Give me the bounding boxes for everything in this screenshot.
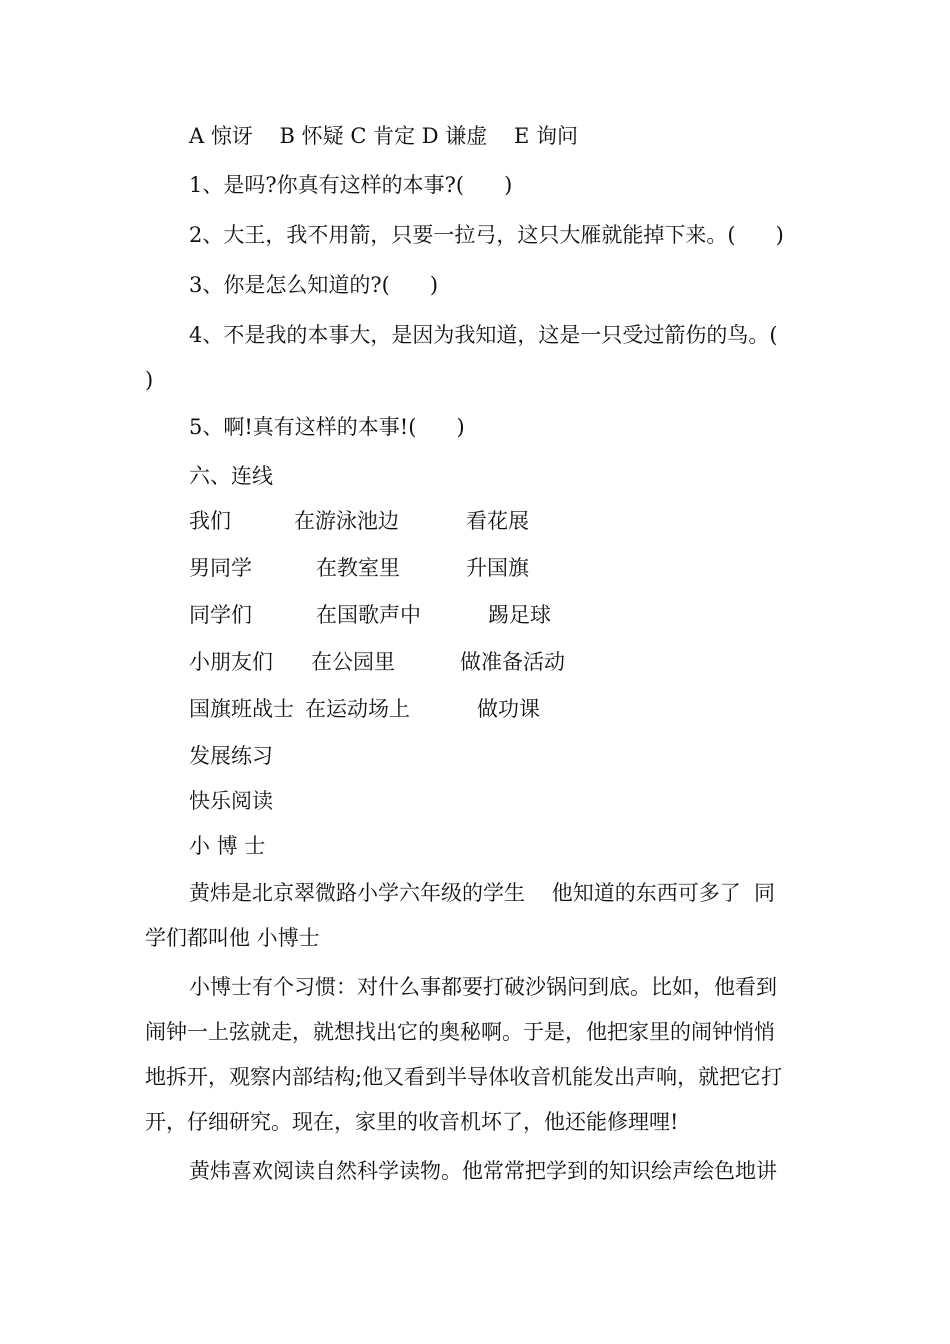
match-mid-3: 在国歌声中 — [316, 603, 421, 627]
paragraph-1-line-2: 学们都叫他 小博士 — [145, 926, 320, 950]
section-title: 六、连线 — [189, 464, 273, 488]
match-right-4: 做准备活动 — [460, 650, 565, 674]
paragraph-2-line-2: 闹钟一上弦就走，就想找出它的奥秘啊。于是，他把家里的闹钟悄悄 — [145, 1020, 775, 1044]
question-5: 5、啊!真有这样的本事!( ) — [189, 415, 465, 439]
match-left-1: 我们 — [189, 509, 231, 533]
paragraph-3-line-1: 黄炜喜欢阅读自然科学读物。他常常把学到的知识绘声绘色地讲 — [189, 1159, 777, 1183]
match-left-3: 同学们 — [189, 603, 252, 627]
question-1: 1、是吗?你真有这样的本事?( ) — [189, 173, 513, 197]
match-right-3: 踢足球 — [488, 603, 551, 627]
match-left-4: 小朋友们 — [189, 650, 273, 674]
question-2: 2、大王，我不用箭，只要一拉弓，这只大雁就能掉下来。( ) — [189, 223, 784, 247]
question-4: 4、不是我的本事大，是因为我知道，这是一只受过箭伤的鸟。( — [189, 323, 778, 347]
paragraph-1-line-1: 黄炜是北京翠微路小学六年级的学生 他知道的东西可多了 同 — [189, 881, 776, 905]
match-mid-4: 在公园里 — [311, 650, 395, 674]
heading-practice: 发展练习 — [189, 744, 273, 768]
paragraph-2-line-4: 开，仔细研究。现在，家里的收音机坏了，他还能修理哩! — [145, 1110, 679, 1134]
question-4-continuation: ) — [145, 368, 154, 392]
match-mid-1: 在游泳池边 — [294, 509, 399, 533]
match-right-2: 升国旗 — [466, 556, 529, 580]
match-mid-2: 在教室里 — [316, 556, 400, 580]
match-right-1: 看花展 — [466, 509, 529, 533]
match-left-5: 国旗班战士 — [189, 697, 294, 721]
answer-options: A 惊讶 B 怀疑 C 肯定 D 谦虚 E 询问 — [189, 124, 578, 148]
question-3: 3、你是怎么知道的?( ) — [189, 273, 439, 297]
heading-reading: 快乐阅读 — [189, 789, 273, 813]
paragraph-2-line-1: 小博士有个习惯：对什么事都要打破沙锅问到底。比如，他看到 — [189, 975, 777, 999]
match-right-5: 做功课 — [477, 697, 540, 721]
match-left-2: 男同学 — [189, 556, 252, 580]
paragraph-2-line-3: 地拆开，观察内部结构;他又看到半导体收音机能发出声响，就把它打 — [145, 1065, 783, 1089]
story-title: 小 博 士 — [189, 834, 266, 858]
match-mid-5: 在运动场上 — [305, 697, 410, 721]
